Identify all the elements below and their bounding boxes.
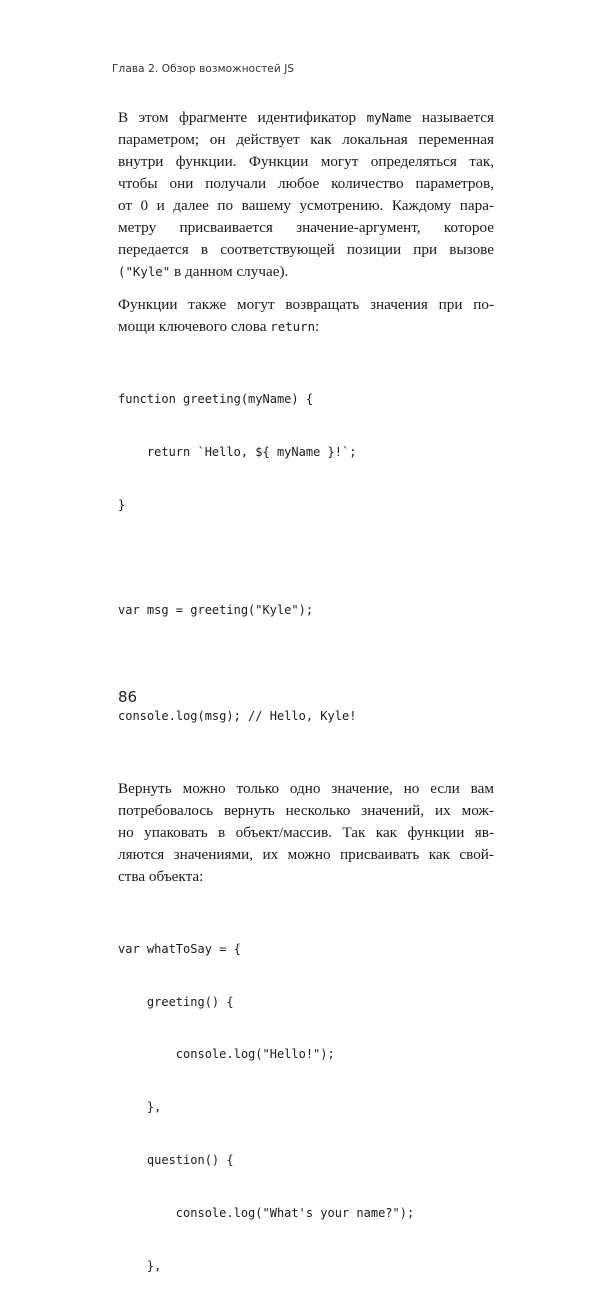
page-body xyxy=(118,107,494,1310)
text-line: чтобы они получали любое количество параметров, xyxy=(118,175,494,192)
text-line: от 0 и далее по вашему усмотрению. Каждому пара- xyxy=(118,197,494,214)
code-line: console.log("What's your name?"); xyxy=(118,1205,415,1220)
code-line xyxy=(118,655,494,673)
code-line: function greeting(myName) { xyxy=(118,392,314,407)
text-line: внутри функции. Функции могут определяться так, xyxy=(118,153,494,170)
inline-code: return xyxy=(270,319,316,334)
code-line xyxy=(118,550,494,568)
code-block-what-to-say xyxy=(118,906,494,1310)
inline-code: myName xyxy=(366,110,412,125)
paragraph-return-multiple xyxy=(118,778,494,888)
text-line: ("Kyle" в данном случае). xyxy=(118,263,289,280)
text-line: Вернуть можно только одно значение, но если вам xyxy=(118,779,494,797)
text-line: В этом фрагменте идентификатор myName называется xyxy=(118,109,494,126)
page-number: 86 xyxy=(118,688,138,706)
code-line: var msg = greeting("Kyle"); xyxy=(118,603,314,618)
paragraph-return xyxy=(118,294,494,338)
text-line: но упаковать в объект/массив. Так как функции яв- xyxy=(118,823,494,841)
code-line: console.log(msg); // Hello, Kyle! xyxy=(118,708,357,723)
text-line: Функции также могут возвращать значения при по- xyxy=(118,296,494,313)
inline-code: ("Kyle" xyxy=(118,264,171,279)
text-line: ляются значениями, их можно присваивать как свой- xyxy=(118,845,494,863)
text-line: ства объекта: xyxy=(118,867,204,885)
code-line: }, xyxy=(118,1100,162,1115)
code-line: } xyxy=(118,497,126,512)
text-line: передается в соответствующей позиции при вызове xyxy=(118,241,494,258)
paragraph-parameters xyxy=(118,107,494,283)
code-line: console.log("Hello!"); xyxy=(118,1047,335,1062)
text-line: мощи ключевого слова return: xyxy=(118,318,320,335)
code-line: question() { xyxy=(118,1152,234,1167)
code-block-greeting xyxy=(118,356,494,761)
text-line: параметром; он действует как локальная переменная xyxy=(118,131,494,148)
text-line: потребовалось вернуть несколько значений, их мож- xyxy=(118,801,494,819)
text-line: метру присваивается значение-аргумент, которое xyxy=(118,219,494,236)
running-head: Глава 2. Обзор возможностей JS xyxy=(112,63,295,75)
code-line: greeting() { xyxy=(118,994,234,1009)
code-line: }, xyxy=(118,1258,162,1273)
code-line: var whatToSay = { xyxy=(118,941,241,956)
code-line: return `Hello, ${ myName }!`; xyxy=(118,444,357,459)
